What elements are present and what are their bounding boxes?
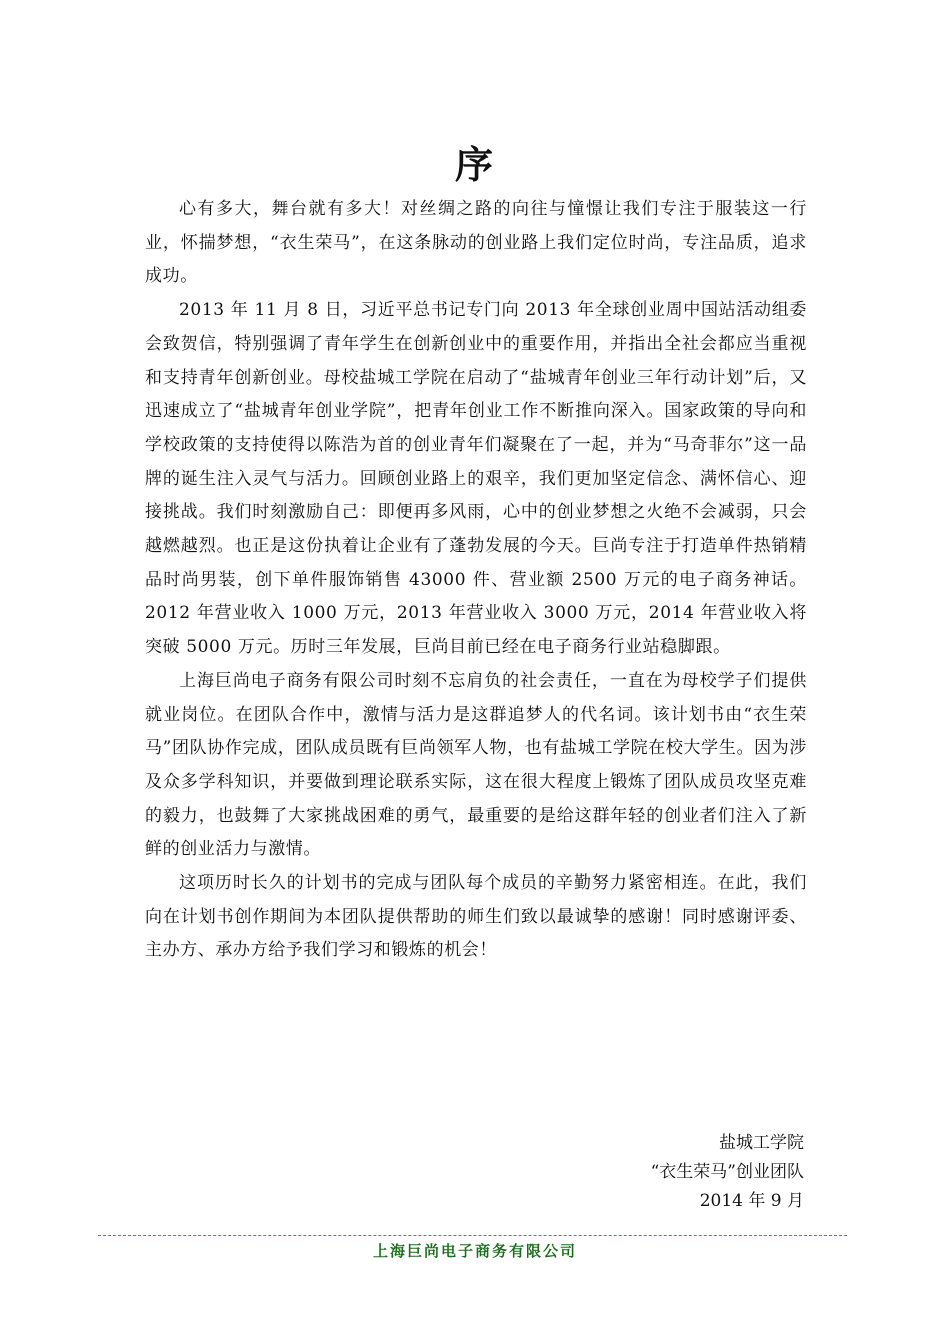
footer-divider: [98, 1235, 847, 1236]
page-title: 序: [454, 142, 495, 187]
signature-team: “衣生荣马”创业团队: [650, 1162, 804, 1182]
footer-company-name: 上海巨尚电子商务有限公司: [372, 1242, 577, 1260]
paragraph-1: 心有多大，舞台就有多大！对丝绸之路的向往与憧憬让我们专注于服装这一行业，怀揣梦想，“衣生荣马”，在这条脉动的创业路上我们定位时尚，专注品质，追求成功。: [145, 199, 807, 287]
signature-block: [651, 1128, 804, 1216]
preface-body: [145, 193, 807, 968]
paragraph-3: 上海巨尚电子商务有限公司时刻不忘肩负的社会责任，一直在为母校学子们提供就业岗位。在团队合作中，激情与活力是这群追梦人的代名词。该计划书由“衣生荣马”团队协作完成，团队成员既有巨尚领军人物，也有盐城工学院在校大学生。因为涉及众多学科知识，并要做到理论联系实际，这在很大程度上锻炼了团队成员攻坚克难的毅力，也鼓舞了大家挑战困难的勇气，最重要的是给这群年轻的创业者们注入了新鲜的创业活力与激情。: [145, 670, 807, 860]
signature-date: 2014 年 9 月: [699, 1191, 804, 1211]
paragraph-4: 这项历时长久的计划书的完成与团队每个成员的辛勤努力紧密相连。在此，我们向在计划书创作期间为本团队提供帮助的师生们致以最诚挚的感谢！同时感谢评委、主办方、承办方给予我们学习和锻炼的机会！: [145, 873, 807, 961]
paragraph-2: 2013 年 11 月 8 日，习近平总书记专门向 2013 年全球创业周中国站活动组委会致贺信，特别强调了青年学生在创新创业中的重要作用，并指出全社会都应当重视和支持青年创新创业。母校盐城工学院在启动了“盐城青年创业三年行动计划”后，又迅速成立了“盐城青年创业学院”，把青年创业工作不断推向深入。国家政策的导向和学校政策的支持使得以陈浩为首的创业青年们凝聚在了一起，并为“马奇菲尔”这一品牌的诞生注入灵气与活力。回顾创业路上的艰辛，我们更加坚定信念、满怀信心、迎接挑战。我们时刻激励自己：即便再多风雨，心中的创业梦想之火绝不会减弱，只会越燃越烈。也正是这份执着让企业有了蓬勃发展的今天。巨尚专注于打造单件热销精品时尚男装，创下单件服饰销售 43000 件、营业额 2500 万元的电子商务神话。2012 年营业收入 1000 万元，2013 年营业收入 3000 万元，2014 年营业收入将突破 5000 万元。历时三年发展，巨尚目前已经在电子商务行业站稳脚跟。: [145, 300, 807, 658]
signature-institution: 盐城工学院: [719, 1133, 804, 1153]
